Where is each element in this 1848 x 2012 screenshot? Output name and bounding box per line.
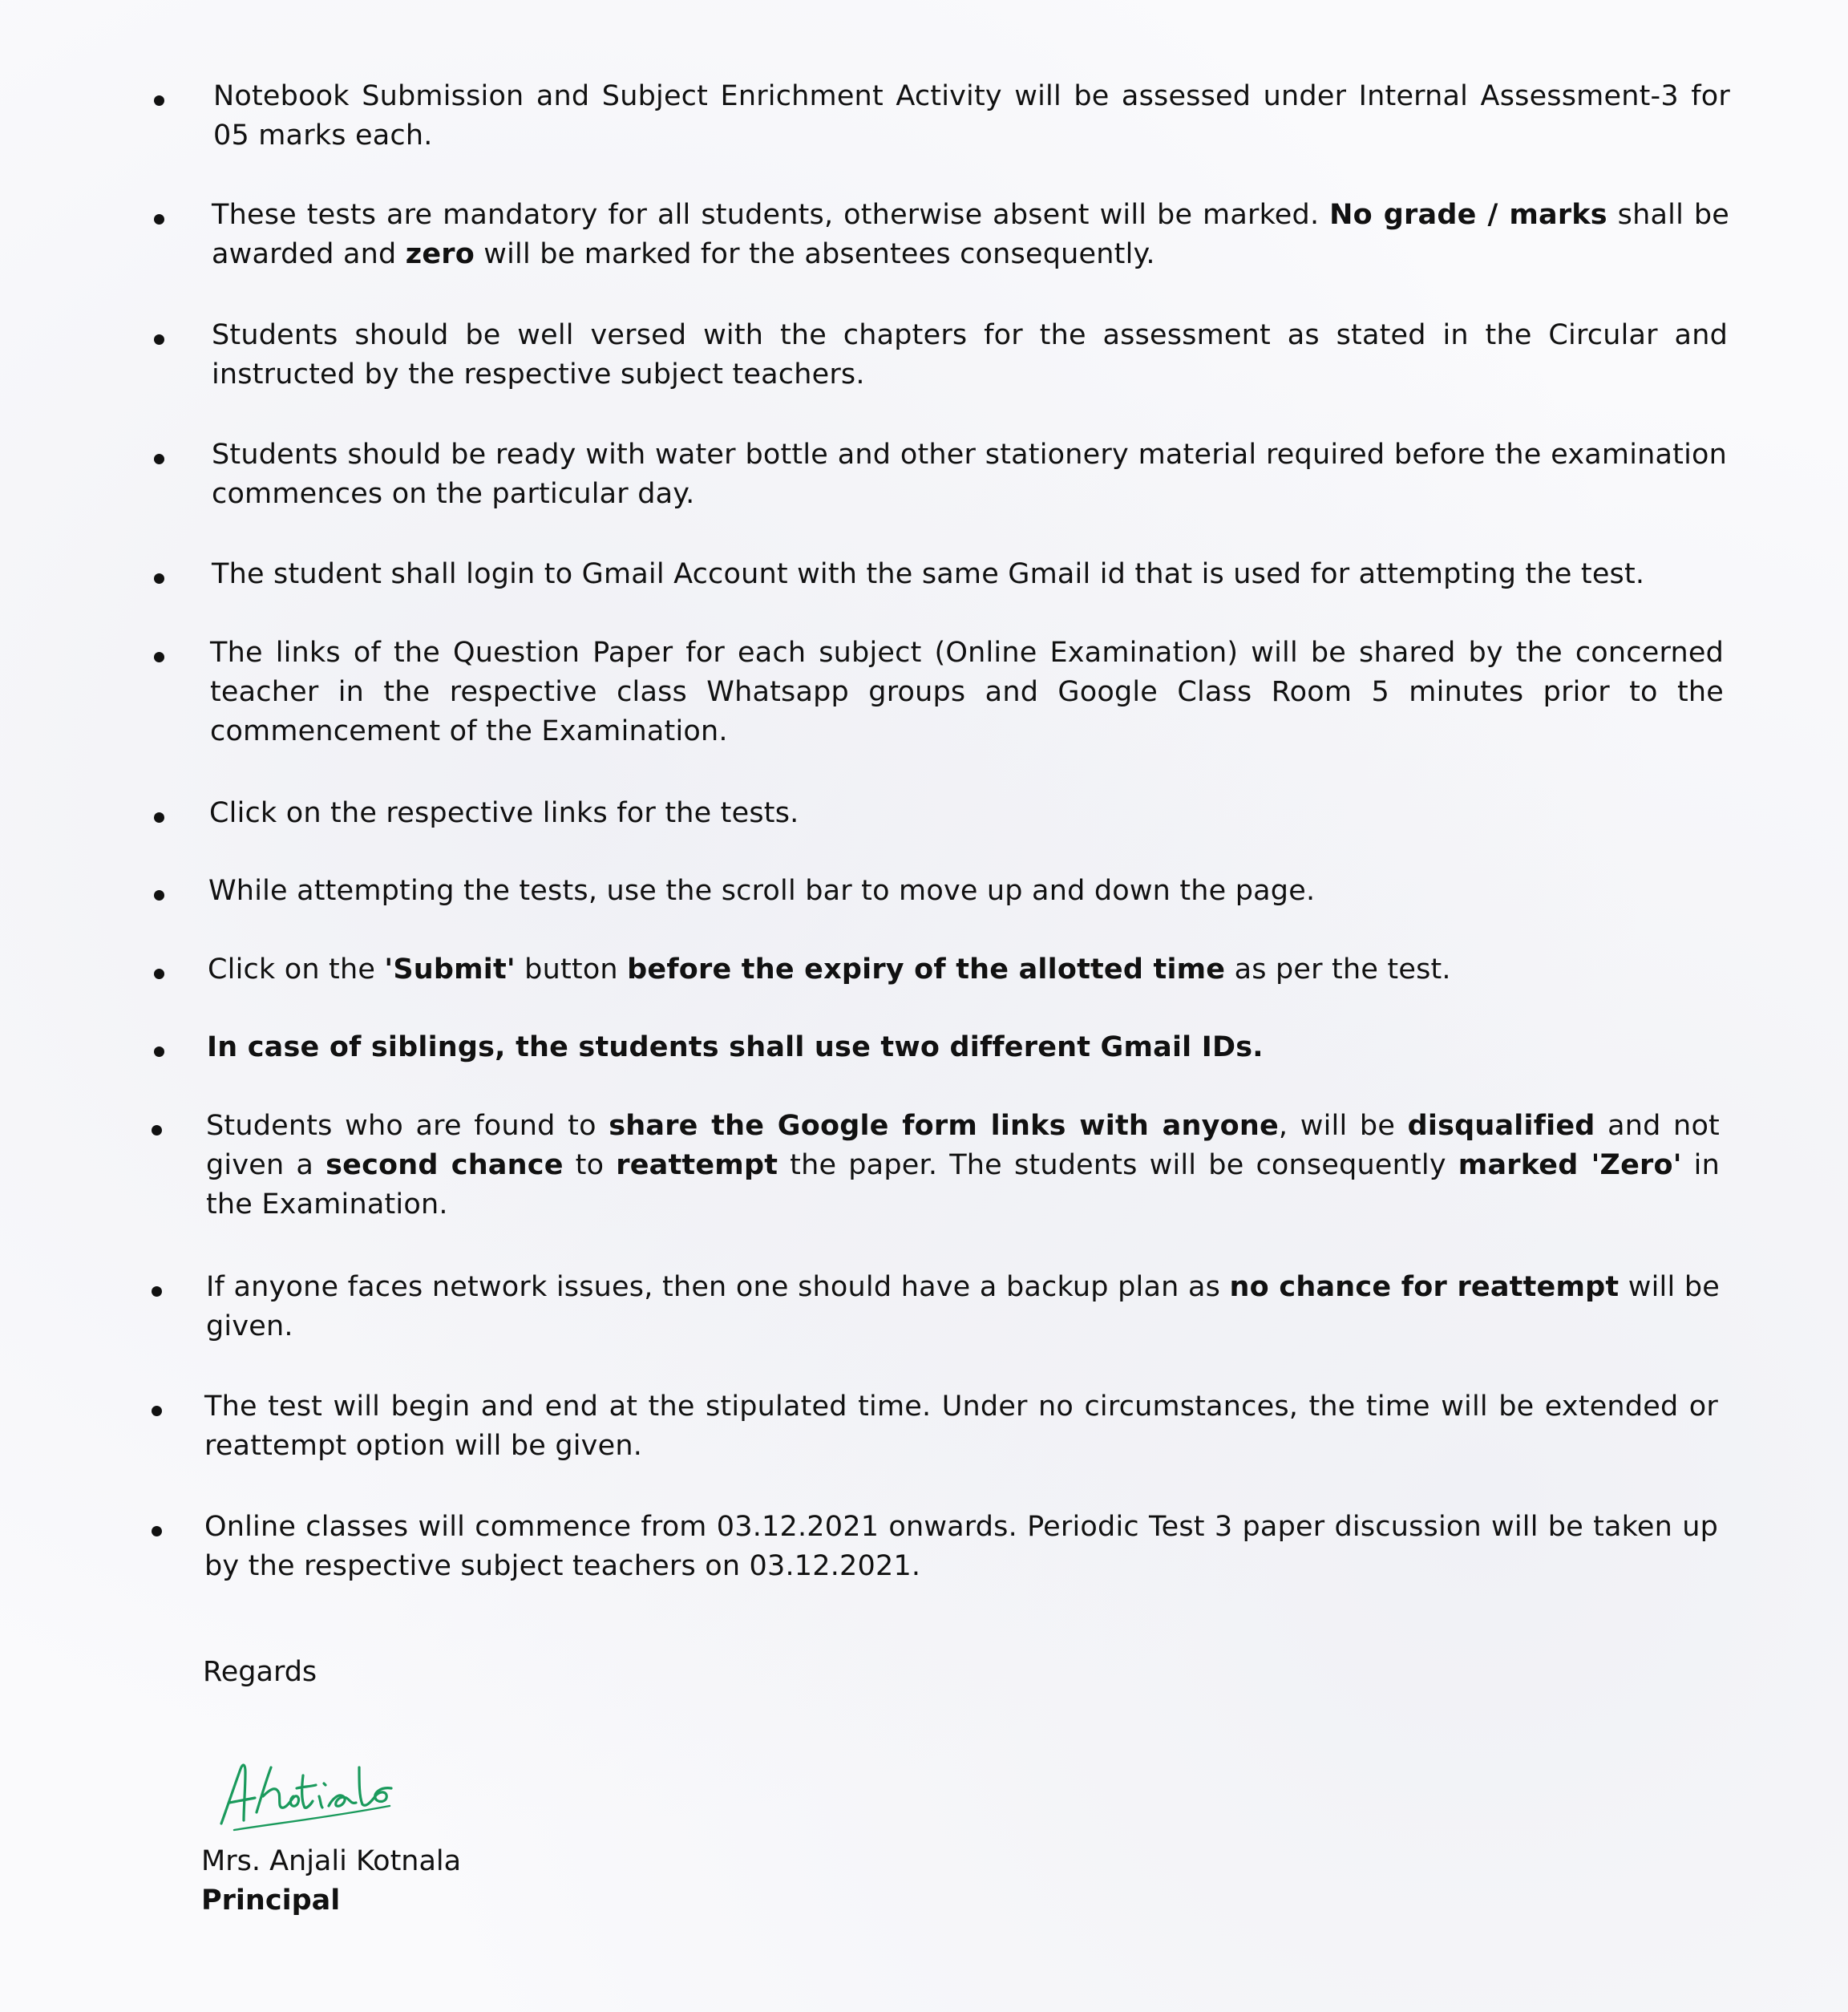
instruction-text	[212, 435, 1727, 514]
instruction-segment: will be given.	[206, 1271, 1721, 1342]
instruction-text	[210, 634, 1724, 751]
instruction-segment: shall be awarded and	[212, 199, 1729, 270]
bullet-icon	[154, 812, 164, 823]
bullet-icon	[154, 1046, 164, 1057]
instruction-segment: If anyone faces network issues, then one should have a backup plan as	[206, 1271, 1230, 1303]
instruction-segment: These tests are mandatory for all students, otherwise absent will be marked.	[212, 199, 1330, 231]
instruction-text	[209, 794, 1723, 833]
instruction-text	[208, 950, 1721, 990]
instruction-segment: The links of the Question Paper for each subject (Online Examination) will be shared by the concerned teacher in the respective class Whatsapp groups and Google Class Room 5 minutes prior to the commencement of the Examination.	[210, 637, 1724, 747]
instruction-emphasis: share the Google form links with anyone	[609, 1110, 1279, 1142]
instruction-text	[206, 1107, 1720, 1225]
instruction-segment: Notebook Submission and Subject Enrichment Activity will be assessed under Internal Assessment-3 for 05 marks each.	[213, 80, 1730, 152]
principal-name: Mrs. Anjali Kotnala	[201, 1845, 462, 1877]
bullet-icon	[154, 214, 164, 225]
instruction-segment: Students who are found to	[206, 1110, 609, 1142]
instruction-segment: Students should be ready with water bottle and other stationery material required before the examination commences on the particular day.	[212, 439, 1727, 510]
instruction-segment: Click on the	[208, 953, 385, 986]
instruction-segment: and not given a	[206, 1110, 1720, 1181]
instruction-emphasis: 'Submit'	[384, 953, 516, 986]
instruction-segment: Click on the respective links for the tests.	[209, 797, 799, 829]
bullet-icon	[152, 1526, 162, 1536]
instruction-text	[207, 1028, 1721, 1067]
instruction-emphasis: zero	[405, 238, 475, 270]
instruction-segment: button	[515, 953, 628, 986]
instruction-segment: will be marked for the absentees consequently.	[474, 238, 1155, 270]
bullet-icon	[154, 652, 164, 662]
instruction-text	[212, 316, 1728, 395]
instruction-segment: to	[563, 1149, 617, 1181]
instruction-emphasis: No grade / marks	[1329, 199, 1607, 231]
closing-regards: Regards	[203, 1656, 317, 1688]
bullet-icon	[154, 890, 164, 901]
instruction-text	[204, 1508, 1718, 1586]
instruction-segment: , will be	[1278, 1110, 1408, 1142]
instruction-segment: in the Examination.	[206, 1149, 1720, 1221]
instruction-segment: The student shall login to Gmail Account with the same Gmail id that is used for attempting the test.	[212, 558, 1645, 590]
instruction-text	[212, 196, 1729, 274]
instruction-emphasis: before the expiry of the allotted time	[627, 953, 1226, 986]
instruction-emphasis: no chance for reattempt	[1229, 1271, 1620, 1303]
instruction-segment: as per the test.	[1225, 953, 1451, 986]
principal-signature	[210, 1740, 402, 1836]
bullet-icon	[154, 334, 164, 345]
instruction-emphasis: second chance	[326, 1149, 564, 1181]
instruction-segment: The test will begin and end at the stipulated time. Under no circumstances, the time will be extended or reattempt option will be given.	[204, 1391, 1718, 1462]
instruction-text	[208, 872, 1722, 911]
bullet-icon	[154, 969, 164, 979]
instruction-text	[213, 77, 1730, 156]
instruction-emphasis: disqualified	[1407, 1110, 1595, 1142]
instruction-text	[206, 1268, 1720, 1346]
instruction-segment: the paper. The students will be consequently	[778, 1149, 1458, 1181]
instruction-segment: While attempting the tests, use the scroll bar to move up and down the page.	[208, 875, 1316, 907]
principal-title: Principal	[201, 1884, 341, 1917]
instruction-emphasis: In case of siblings, the students shall use two different Gmail IDs.	[207, 1031, 1264, 1063]
bullet-icon	[152, 1406, 162, 1416]
bullet-icon	[154, 454, 164, 464]
instruction-emphasis: marked 'Zero'	[1458, 1149, 1682, 1181]
bullet-icon	[154, 95, 164, 106]
bullet-icon	[152, 1125, 162, 1136]
instruction-text	[204, 1387, 1718, 1466]
bullet-icon	[154, 573, 164, 584]
instruction-emphasis: reattempt	[616, 1149, 778, 1181]
instruction-text	[212, 555, 1727, 594]
bullet-icon	[152, 1286, 162, 1297]
instruction-segment: Students should be well versed with the chapters for the assessment as stated in the Circular and instructed by the respective subject teachers.	[212, 319, 1728, 391]
instruction-segment: Online classes will commence from 03.12.2021 onwards. Periodic Test 3 paper discussion will be taken up by the respective subject teachers on 03.12.2021.	[204, 1511, 1718, 1582]
